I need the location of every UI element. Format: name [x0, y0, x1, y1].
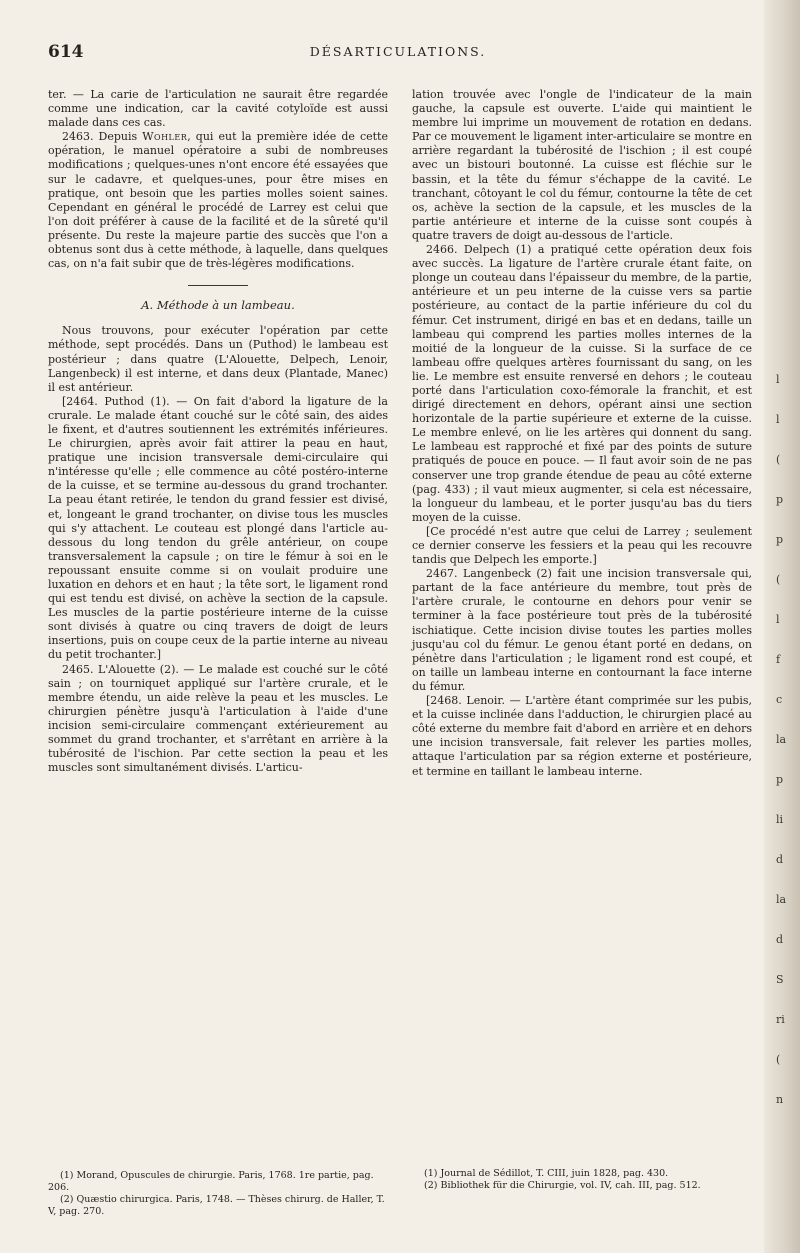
paragraph-2464: [2464. Puthod (1). — On fait d'abord la ligature de la crurale. Le malade étant couché sur le côté sain, des aides le fixent, et d'autres soutiennent les extrémités inférieures. Le chirurgien, après avoir fait attirer la peau en haut, pratique une incision transversale demi-circulaire qui n'intéresse qu'elle ; elle commence au côté postéro-interne de la cuisse, et se termine au-dessous du grand trochanter. La peau étant retirée, le tendon du grand fessier est divisé, et, longeant le grand trochanter, on divise tous les muscles qui s'y attachent. Le couteau est plongé dans l'article au-dessous du long tendon du grêle antérieur, on coupe transversalement la capsule ; on tire le fémur à soi en le repoussant ensuite comme si on voulait produire une luxation en dehors et en haut ; la tête sort, le ligament rond qui est tendu est divisé, on achève la section de la capsule. Les muscles de la partie postérieure interne de la cuisse sont divisés à quatre ou cinq travers de doigt de leurs insertions, puis on coupe ceux de la partie interne au niveau du petit trochanter.]	[48, 394, 388, 662]
margin-fragments	[776, 360, 792, 1120]
margin-fragment: la	[776, 733, 787, 746]
paragraph: [Ce procédé n'est autre que celui de Larrey ; seulement ce dernier conserve les fessiers et la peau qui les recouvre tandis que Delpech les emporte.]	[412, 524, 752, 567]
margin-fragment: li	[776, 813, 784, 826]
paragraph: ter. — La carie de l'articulation ne saurait être regardée comme une indication, car la cavité cotyloïde est aussi malade dans ces cas.	[48, 88, 388, 130]
footnote: (1) Journal de Sédillot, T. CIII, juin 1828, pag. 430.	[424, 1168, 669, 1179]
margin-fragment: la	[776, 893, 787, 906]
paragraph-2468: [2468. Lenoir. — L'artère étant comprimée sur les pubis, et la cuisse inclinée dans l'adduction, le chirurgien placé au côté externe du membre fait d'abord en arrière et en dehors une incision transversale, fait relever les parties molles, attaque l'articulation par sa région externe et postérieure, et termine en taillant le lambeau interne.	[412, 694, 752, 778]
paragraph-2465: 2465. L'Alouette (2). — Le malade est couché sur le côté sain ; on tourniquet appliqué sur l'artère crurale, et le membre étendu, un aide relève la peau et les muscles. Le chirurgien pénètre jusqu'à l'articulation à l'aide d'une incision semi-circulaire commençant extérieurement au sommet du grand trochanter, et s'arrêtant en arrière à la tubérosité de l'ischion. Par cette section la peau et les muscles sont simultanément divisés. L'articu-	[48, 662, 388, 775]
paragraph-2466: 2466. Delpech (1) a pratiqué cette opération deux fois avec succès. La ligature de l'artère crurale étant faite, on plonge un couteau dans l'épaisseur du membre, de la partie, antérieure et un peu interne de la cuisse vers sa partie postérieure, au contact de la partie inférieure du col du fémur. Cet instrument, dirigé en bas et en dedans, taille un lambeau qui comprend les parties molles internes de la moitié de la longueur de la cuisse. Si la surface de ce lambeau offre quelques artères fournissant du sang, on les lie. Le membre est ensuite renversé en dehors ; le couteau porté dans l'articulation coxo-fémorale la franchit, et est dirigé directement en dehors, opérant ainsi une section horizontale de la partie supérieure et externe de la cuisse. Le membre enlevé, on lie les artères qui donnent du sang. Le lambeau est rapproché et fixé par des points de suture pratiqués de pouce en pouce. — Il faut avoir soin de ne pas conserver une trop grande étendue de peau au côté externe (pag. 433) ; il vaut mieux augmenter, si cela est nécessaire, la longueur du lambeau, et le porter jusqu'au bas du tiers moyen de la cuisse.	[412, 243, 752, 524]
page-number: 614	[48, 42, 84, 62]
paragraph: Nous trouvons, pour exécuter l'opération par cette méthode, sept procédés. Dans un (Puthod) le lambeau est postérieur ; dans quatre (L'Alouette, Delpech, Lenoir, Langenbeck) il est interne, et dans deux (Plantade, Manec) il est antérieur.	[48, 324, 388, 394]
left-footnotes	[48, 1170, 388, 1218]
margin-fragment: p	[776, 533, 784, 546]
margin-fragment: p	[776, 773, 784, 786]
margin-fragment: ri	[776, 1013, 785, 1026]
margin-fragment: l	[776, 413, 780, 426]
margin-fragment: d	[776, 933, 784, 946]
paragraph: lation trouvée avec l'ongle de l'indicateur de la main gauche, la capsule est ouverte. L'aide qui maintient le membre lui imprime un mouvement de rotation en dedans. Par ce mouvement le ligament inter-articulaire se montre en arrière regardant la tubérosité de l'ischion ; il est coupé avec un bistouri boutonné. La cuisse est fléchie sur le bassin, et la tête du fémur s'échappe de la cavité. Le tranchant, côtoyant le col du fémur, contourne la tête de cet os, achève la section de la capsule, et les muscles de la partie antérieure et interne de la cuisse sont coupés à quatre travers de doigt au-dessous de l'article.	[412, 88, 752, 242]
margin-fragment: n	[776, 1093, 784, 1106]
margin-fragment: c	[776, 693, 783, 706]
right-footnotes	[412, 1168, 752, 1192]
margin-fragment: f	[776, 653, 781, 666]
page-header	[48, 42, 748, 66]
margin-fragment: (	[776, 573, 781, 586]
margin-fragment: S	[776, 973, 784, 986]
footnote: (2) Bibliothek für die Chirurgie, vol. IV, cah. III, pag. 512.	[424, 1180, 701, 1191]
margin-fragment: (	[776, 453, 781, 466]
left-column	[48, 88, 388, 775]
section-rule	[188, 285, 248, 286]
paragraph-2463: 2463. Depuis Wohler, qui eut la première idée de cette opération, le manuel opératoire a subi de nombreuses modifications ; quelques-unes n'ont encore été essayées que sur le cadavre, et quelques-unes, pour être mises en pratique, ont besoin que les parties molles soient saines. Cependant en général le procédé de Larrey est celui que l'on doit préférer à cause de la facilité et de la sûreté qu'il présente. Du reste la majeure partie des succès que l'on a obtenus sont dus à cette méthode, à laquelle, dans quelques cas, on n'a fait subir que de très-légères modifications.	[48, 130, 388, 271]
running-head: DÉSARTICULATIONS.	[309, 44, 487, 59]
adjacent-page-edge	[764, 0, 800, 1253]
section-title: A. Méthode à un lambeau.	[141, 298, 295, 313]
margin-fragment: d	[776, 853, 784, 866]
author-name: Wohler	[142, 130, 188, 144]
right-column	[412, 88, 752, 779]
margin-fragment: l	[776, 613, 780, 626]
margin-fragment: p	[776, 493, 784, 506]
paragraph-2467: 2467. Langenbeck (2) fait une incision transversale qui, partant de la face antérieure du membre, tout près de l'artère crurale, le contourne en dehors pour venir se terminer à la face postérieure tout près de la tubérosité ischiatique. Cette incision divise toutes les parties molles jusqu'au col du fémur. Le genou étant porté en dedans, on pénètre dans l'articulation ; le ligament rond est coupé, et on taille un lambeau interne en contournant la face interne du fémur.	[412, 567, 752, 693]
footnote: (1) Morand, Opuscules de chirurgie. Paris, 1768. 1re partie, pag. 206.	[48, 1170, 374, 1193]
footnote: (2) Quæstio chirurgica. Paris, 1748. — Thèses chirurg. de Haller, T. V, pag. 270.	[48, 1194, 385, 1217]
margin-fragment: l	[776, 373, 780, 386]
margin-fragment: (	[776, 1053, 781, 1066]
